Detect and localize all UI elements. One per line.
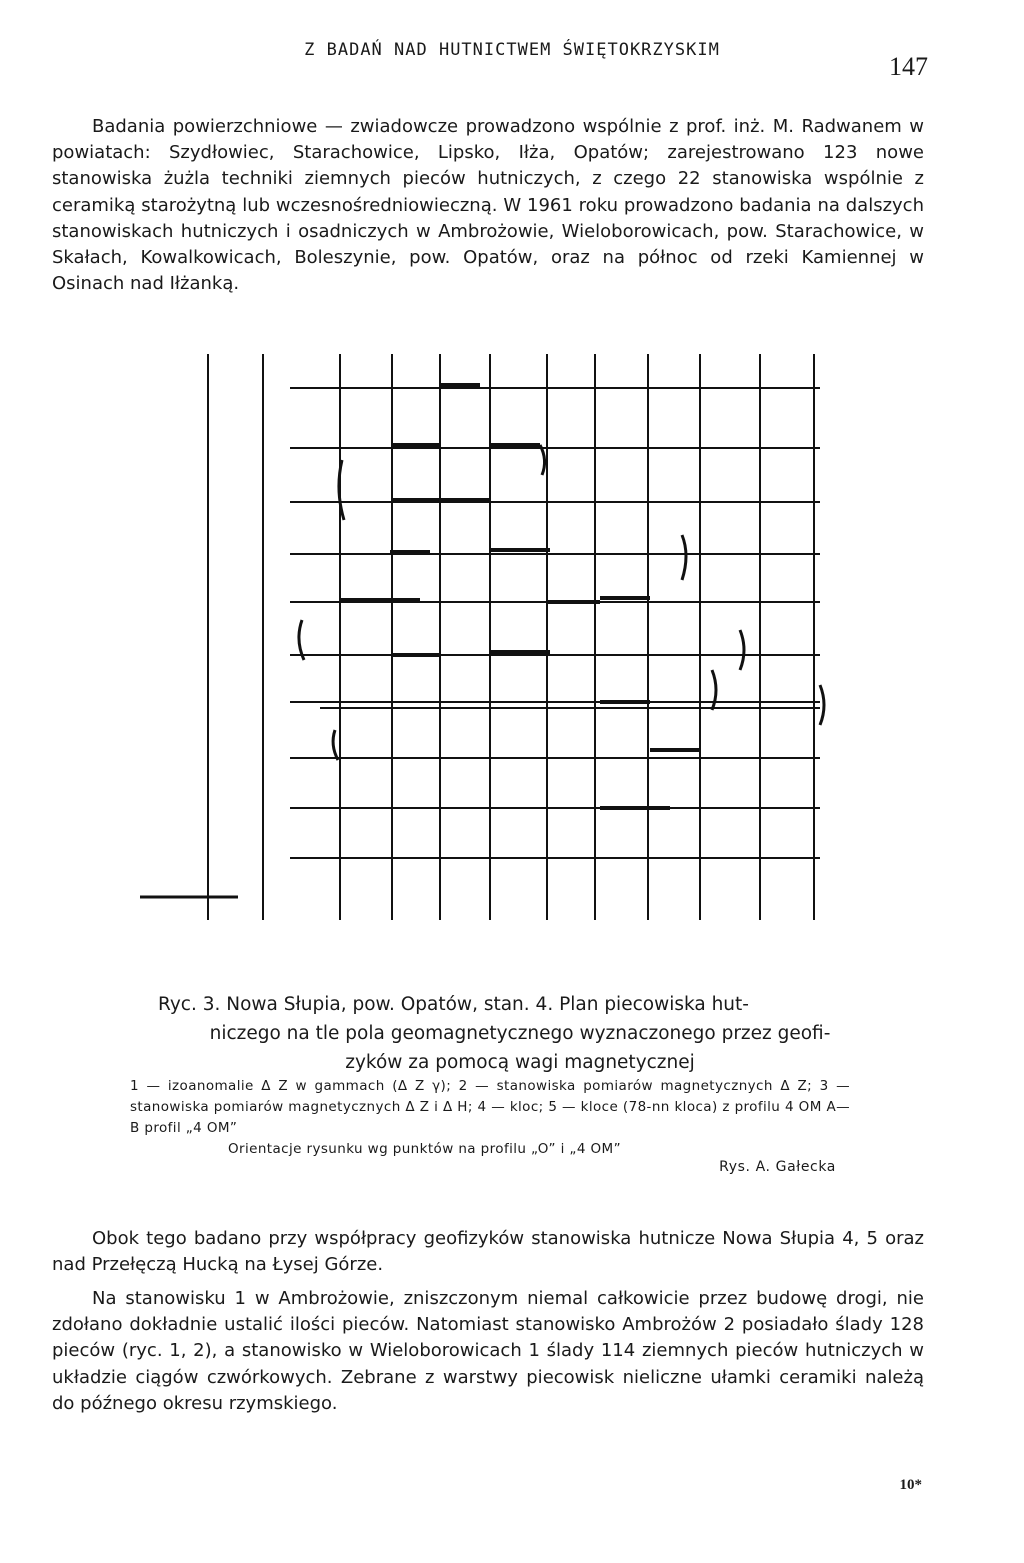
figure-legend bbox=[130, 1076, 850, 1160]
caption-line-2: niczego na tle pola geomagnetycznego wyznaczonego przez geofi- bbox=[209, 1023, 831, 1044]
isoanomaly-arc bbox=[820, 685, 824, 725]
figure-grid-plan bbox=[130, 340, 850, 930]
paragraph-geophysics: Obok tego badano przy współpracy geofizyków stanowiska hutnicze Nowa Słupia 4, 5 oraz nad Przełęczą Hucką na Łysej Górze. bbox=[52, 1228, 924, 1276]
geomagnetic-grid-drawing bbox=[130, 340, 850, 930]
caption-line-1: Ryc. 3. Nowa Słupia, pow. Opatów, stan. 4. Plan piecowiska hut- bbox=[158, 994, 749, 1015]
footer-signature: 10* bbox=[899, 1477, 922, 1493]
figure-credit: Rys. A. Gałecka bbox=[719, 1159, 836, 1175]
paragraph-ambrozow: Na stanowisku 1 w Ambrożowie, zniszczonym niemal całkowicie przez budowę drogi, nie zdołano dokładnie ustalić ilości pieców. Natomiast stanowisko Ambrożów 2 posiadało ślady 128 pieców (ryc. 1, 2), a stanowisko w Wieloborowicach 1 ślady 114 ziemnych pieców hutniczych w układzie ciągów czwórkowych. Zebrane z warstwy piecowisk nieliczne ułamki ceramiki należą do późnego okresu rzymskiego. bbox=[52, 1288, 924, 1414]
figure-caption bbox=[130, 990, 910, 1077]
running-head: Z BADAŃ NAD HUTNICTWEM ŚWIĘTOKRZYSKIM bbox=[304, 40, 720, 60]
paragraph-intro: Badania powierzchniowe — zwiadowcze prowadzono wspólnie z prof. inż. M. Radwanem w powiatach: Szydłowiec, Starachowice, Lipsko, Iłża, Opatów; zarejestrowano 123 nowe stanowiska żużla techniki ziemnych pieców hutniczych, z czego 22 stanowiska wspólnie z ceramiką starożytną lub wczesnośredniowieczną. W 1961 roku prowadzono badania na dalszych stanowiskach hutniczych i osadniczych w Ambrożowie, Wieloborowicach, pow. Starachowice, w Skałach, Kowalkowicach, Boleszynie, pow. Opatów, oraz na północ od rzeki Kamiennej w Osinach nad Iłżanką. bbox=[52, 116, 924, 295]
isoanomaly-arc bbox=[540, 445, 545, 475]
legend-text: 1 — izoanomalie Δ Z w gammach (Δ Z γ); 2 — stanowiska pomiarów magnetycznych Δ Z; 3 — stanowiska pomiarów magnetycznych Δ Z i Δ H; 4 — kloc; 5 — kloce (78-nn kloca) z profilu 4 OM A—B profil „4 OM” bbox=[130, 1078, 850, 1136]
isoanomaly-arc bbox=[333, 730, 338, 760]
isoanomaly-arc bbox=[740, 630, 744, 670]
page-number: 147 bbox=[889, 52, 928, 81]
legend-orientation: Orientacje rysunku wg punktów na profilu „O” i „4 OM” bbox=[228, 1141, 621, 1157]
caption-line-3: zyków za pomocą wagi magnetycznej bbox=[345, 1052, 695, 1073]
isoanomaly-arc bbox=[682, 535, 686, 580]
isoanomaly-arc bbox=[712, 670, 716, 710]
